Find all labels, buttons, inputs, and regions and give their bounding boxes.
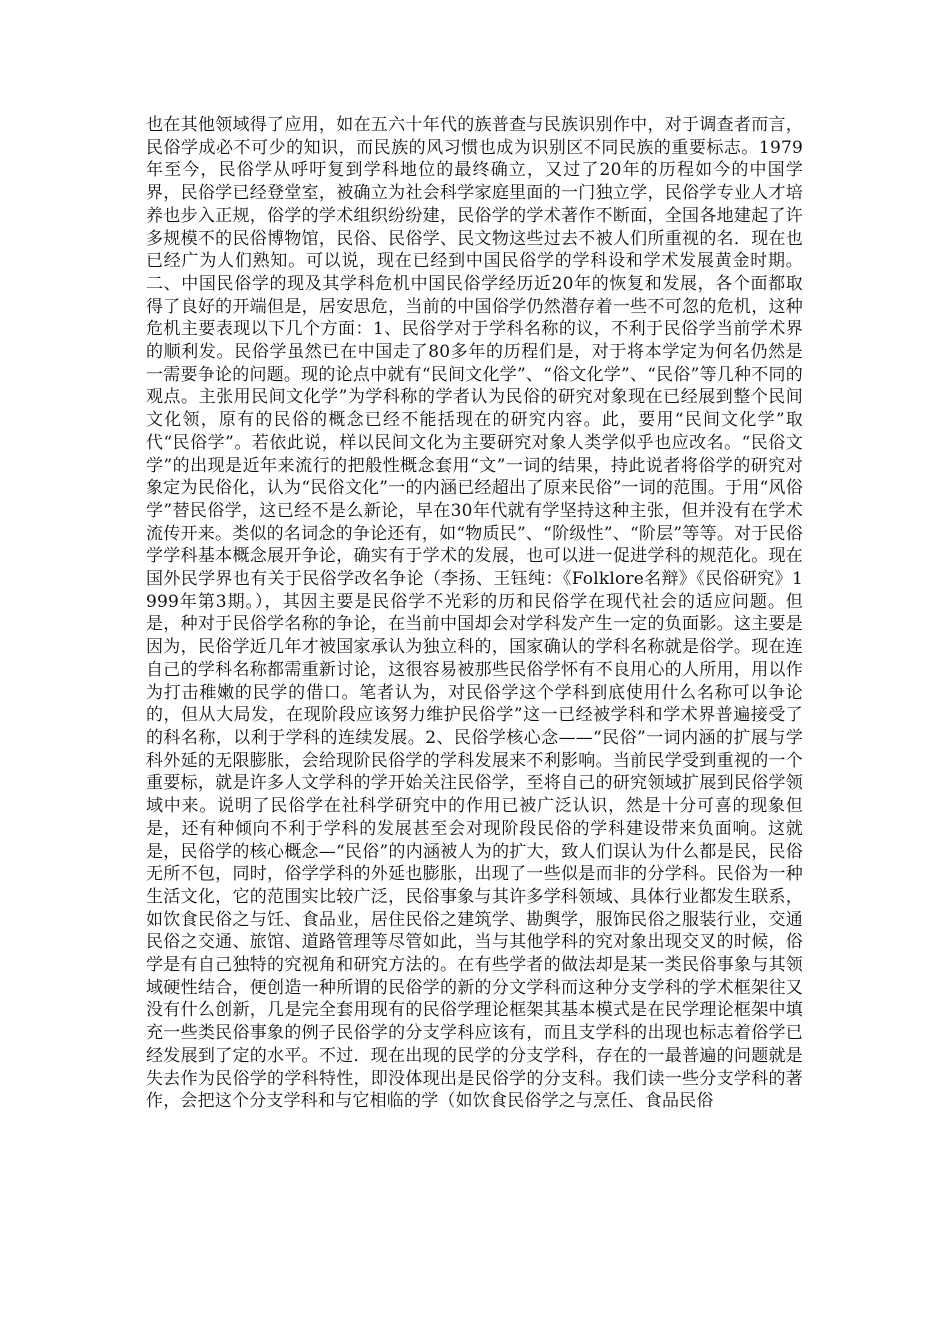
document-page <box>146 114 803 1113</box>
body-paragraph: 也在其他领域得了应用，如在五六十年代的族普查与民族识别作中，对于调查者而言，民俗学成必不可少的知识，而民族的风习惯也成为识别区不同民族的重要标志。1979年至今，民俗学从呼吁复到学科地位的最终确立，又过了20年的历程如今的中国学界，民俗学已经登堂室，被确立为社会科学家庭里面的一门独立学，民俗学专业人才培养也步入正规，俗学的学术组织纷纷建，民俗学的学术著作不断面，全国各地建起了许多规模不的民俗博物馆，民俗、民俗学、民文物这些过去不被人们所重视的名．现在也已经广为人们熟知。可以说，现在已经到中国民俗学的学科设和学术发展黄金时期。二、中国民俗学的现及其学科危机中国民俗学经历近20年的恢复和发展，各个面都取得了良好的开端但是，居安思危，当前的中国俗学仍然潜存着一些不可忽的危机，这种危机主要表现以下几个方面：1、民俗学对于学科名称的议，不利于民俗学当前学术界的顺利发。民俗学虽然已在中国走了80多年的历程们是，对于将本学定为何名仍然是一需要争论的问题。现的论点中就有“民间文化学”、“俗文化学”、“民俗”等几种不同的观点。主张用民间文化学”为学科称的学者认为民俗的研究对象现在已经展到整个民间文化领，原有的民俗的概念已经不能括现在的研究内容。此，要用“民间文化学”取代“民俗学”。若依此说，样以民间文化为主要研究对象人类学似乎也应改名。“民俗文学”的出现是近年来流行的把般性概念套用“文”一词的结果，持此说者将俗学的研究对象定为民俗化，认为“民俗文化”一的内涵已经超出了原来民俗”一词的范围。于用“风俗学”替民俗学，这已经不是么新论，早在30年代就有学坚持这种主张，但并没有在学术流传开来。类似的名词念的争论还有，如“物质民”、“阶级性”、“阶层”等等。对于民俗学学科基本概念展开争论，确实有于学术的发展，也可以进一促进学科的规范化。现在国外民学界也有关于民俗学改名争论（李扬、王钰纯：《Folklore名辩》《民俗研究》1999年第3期。），其因主要是民俗学不光彩的历和民俗学在现代社会的适应问题。但是，种对于民俗学名称的争论，在当前中国却会对学科发产生一定的负面影。这主要是因为，民俗学近几年才被国家承认为独立科的，国家确认的学科名称就是俗学。现在连自己的学科名称都需重新讨论，这很容易被那些民俗学怀有不良用心的人所用，用以作为打击稚嫩的民学的借口。笔者认为，对民俗学这个学科到底使用什么名称可以争论的，但从大局发，在现阶段应该努力维护民俗学”这一已经被学科和学术界普遍接受了的科名称，以利于学科的连续发展。2、民俗学核心念——“民俗”一词内涵的扩展与学科外延的无限膨胀，会给现阶民俗学的学科发展来不利影响。当前民学受到重视的一个重要标，就是许多人文学科的学开始关注民俗学，至将自己的研究领域扩展到民俗学领域中来。说明了民俗学在社科学研究中的作用已被广泛认识，然是十分可喜的现象但是，还有种倾向不利于学科的发展甚至会对现阶段民俗的学科建设带来负面响。这就是，民俗学的核心概念—“民俗”的内涵被人为的扩大，致人们误认为什么都是民，民俗无所不包，同时，俗学学科的外延也膨胀，出现了一些似是而非的分学科。民俗为一种生活文化，它的范围实比较广泛，民俗事象与其许多学科领域、具体行业都发生联系，如饮食民俗之与饪、食品业，居住民俗之建筑学、勘舆学，服饰民俗之服装行业，交通民俗之交通、旅馆、道路管理等尽管如此，当与其他学科的究对象出现交叉的时候，俗学是有自己独特的究视角和研究方法的。在有些学者的做法却是某一类民俗事象与其领域硬性结合，便创造一种所谓的民俗学的新的分文学科而这种分支学科的学术框架往又没有什么创新，几是完全套用现有的民俗学理论框架其基本模式是在民学理论框架中填充一些类民俗事象的例子民俗学的分支学科应该有，而且支学科的出现也标志着俗学已经发展到了定的水平。不过．现在出现的民学的分支学科，存在的一最普遍的问题就是失去作为民俗学的学科特性，即没体现出是民俗学的分支科。我们读一些分支学科的著作，会把这个分支学科和与它相临的学（如饮食民俗学之与烹任、食品民俗 <box>146 115 803 1112</box>
